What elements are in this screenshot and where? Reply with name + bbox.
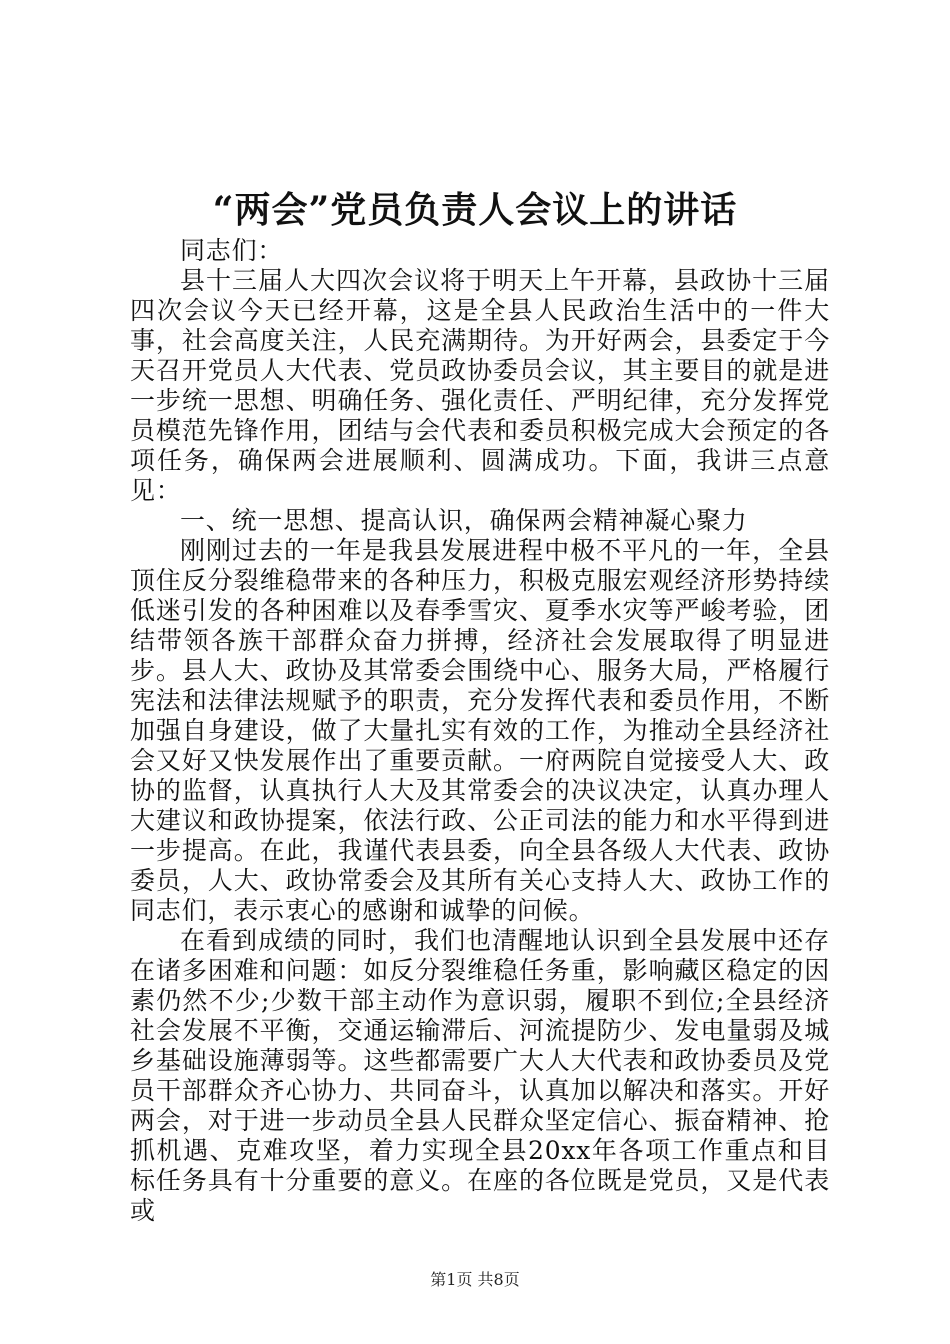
body-paragraph: 刚刚过去的一年是我县发展进程中极不平凡的一年，全县顶住反分裂维稳带来的各种压力，积极克服宏观经济形势持续低迷引发的各种困难以及春季雪灾、夏季水灾等严峻考验，团结带领各族干部群众奋力拼搏，经济社会发展取得了明显进步。县人大、政协及其常委会围绕中心、服务大局，严格履行宪法和法律法规赋予的职责，充分发挥代表和委员作用，不断加强自身建设，做了大量扎实有效的工作，为推动全县经济社会又好又快发展作出了重要贡献。一府两院自觉接受人大、政协的监督，认真执行人大及其常委会的决议决定，认真办理人大建议和政协提案，依法行政、公正司法的能力和水平得到进一步提高。在此，我谨代表县委，向全县各级人大代表、政协委员，人大、政协常委会及其所有关心支持人大、政协工作的同志们，表示衷心的感谢和诚挚的问候。 [130, 536, 830, 925]
intro-paragraph: 县十三届人大四次会议将于明天上午开幕，县政协十三届四次会议今天已经开幕，这是全县人民政治生活中的一件大事，社会高度关注，人民充满期待。为开好两会，县委定于今天召开党员人大代表、党员政协委员会议，其主要目的就是进一步统一思想、明确任务、强化责任、严明纪律，充分发挥党员模范先锋作用，团结与会代表和委员积极完成大会预定的各项任务，确保两会进展顺利、圆满成功。下面，我讲三点意见： [130, 266, 830, 505]
document-body [130, 236, 830, 1226]
salutation-paragraph: 同志们： [180, 236, 284, 265]
section-heading: 一、统一思想、提高认识，确保两会精神凝心聚力 [180, 506, 748, 535]
page-title: “两会”党员负责人会议上的讲话 [212, 189, 738, 231]
page-footer: 第1页 共8页 [430, 1270, 520, 1289]
body-paragraph: 在看到成绩的同时，我们也清醒地认识到全县发展中还存在诸多困难和问题：如反分裂维稳任务重，影响藏区稳定的因素仍然不少;少数干部主动作为意识弱，履职不到位;全县经济社会发展不平衡，交通运输滞后、河流提防少、发电量弱及城乡基础设施薄弱等。这些都需要广大人大代表和政协委员及党员干部群众齐心协力、共同奋斗，认真加以解决和落实。开好两会，对于进一步动员全县人民群众坚定信心、振奋精神、抢抓机遇、克难攻坚，着力实现全县20xx年各项工作重点和目标任务具有十分重要的意义。在座的各位既是党员，又是代表或 [130, 926, 830, 1225]
